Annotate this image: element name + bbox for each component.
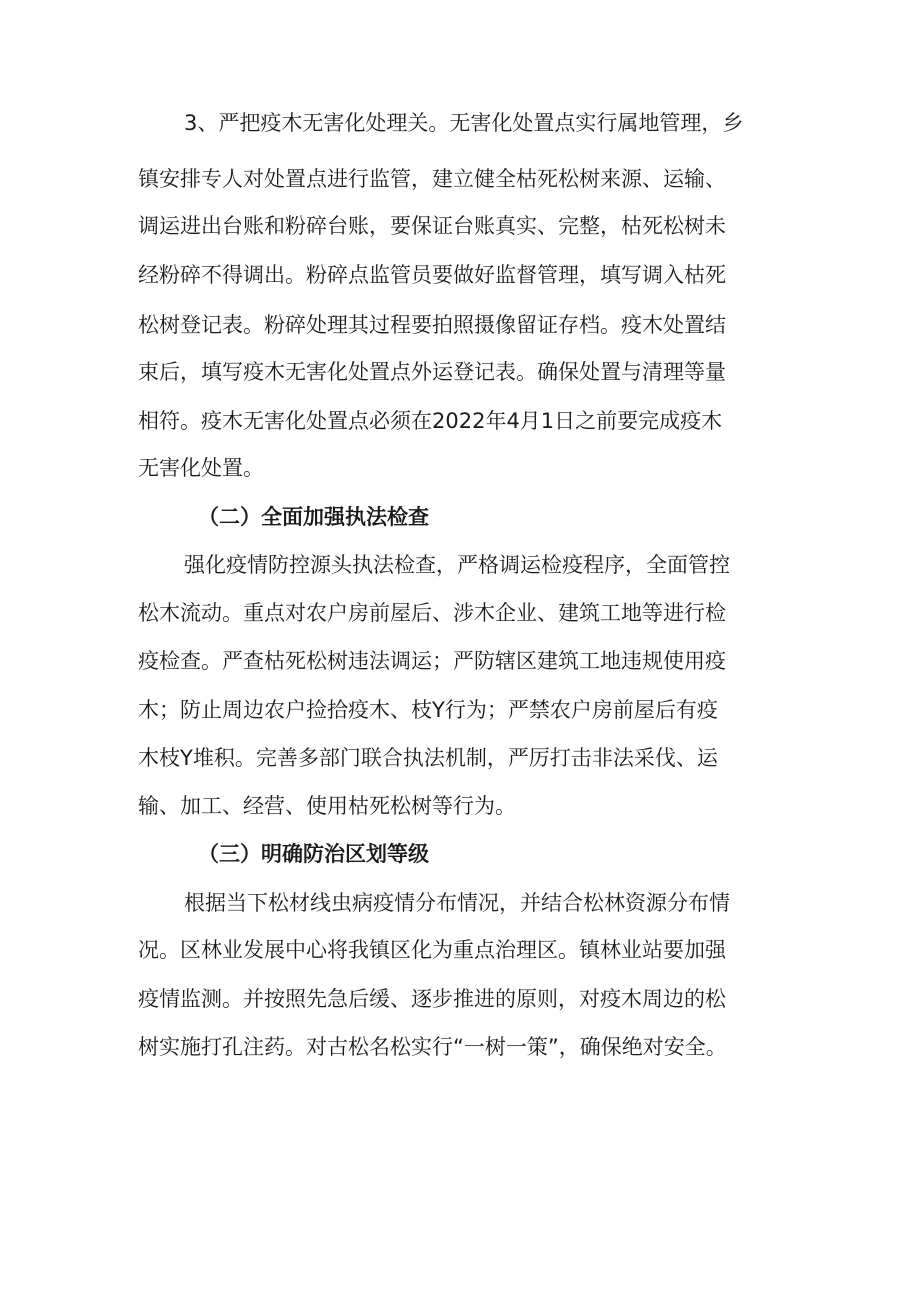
paragraph-line: 木；防止周边农户捡拾疫木、枝Y行为；严禁农户房前屋后有疫 bbox=[138, 698, 718, 722]
paragraph-line: 镇安排专人对处置点进行监管，建立健全枯死松树来源、运输、 bbox=[138, 167, 726, 191]
paragraph-line: 束后，填写疫木无害化处置点外运登记表。确保处置与清理等量 bbox=[138, 360, 726, 384]
paragraph-line: 疫情监测。并按照先急后缓、逐步推进的原则，对疫木周边的松 bbox=[138, 987, 726, 1011]
paragraph-line: 调运进出台账和粉碎台账，要保证台账真实、完整，枯死松树未 bbox=[138, 214, 726, 238]
section-heading-3: （三）明确防治区划等级 bbox=[198, 842, 429, 866]
paragraph-line: 相符。疫木无害化处置点必须在2022年4月1日之前要完成疫木 bbox=[138, 409, 723, 433]
paragraph-line: 树实施打孔注药。对古松名松实行“一树一策”，确保绝对安全。 bbox=[138, 1035, 727, 1059]
section-heading-2: （二）全面加强执法检查 bbox=[198, 505, 429, 529]
paragraph-line: 松树登记表。粉碎处理其过程要拍照摄像留证存档。疫木处置结 bbox=[138, 313, 726, 337]
paragraph-line: 强化疫情防控源头执法检查，严格调运检疫程序，全面管控 bbox=[184, 553, 730, 577]
paragraph-line: 无害化处置。 bbox=[138, 456, 264, 480]
paragraph-line: 木枝Y堆积。完善多部门联合执法机制，严厉打击非法采伐、运 bbox=[138, 746, 718, 770]
paragraph-line: 况。区林业发展中心将我镇区化为重点治理区。镇林业站要加强 bbox=[138, 938, 726, 962]
paragraph-line: 疫检查。严查枯死松树违法调运；严防辖区建筑工地违规使用疫 bbox=[138, 649, 726, 673]
paragraph-line: 3、严把疫木无害化处理关。无害化处置点实行属地管理，乡 bbox=[184, 111, 744, 135]
paragraph-line: 根据当下松材线虫病疫情分布情况，并结合松林资源分布情 bbox=[184, 891, 730, 915]
paragraph-line: 输、加工、经营、使用枯死松树等行为。 bbox=[138, 794, 516, 818]
paragraph-line: 松木流动。重点对农户房前屋后、涉木企业、建筑工地等进行检 bbox=[138, 601, 726, 625]
paragraph-line: 经粉碎不得调出。粉碎点监管员要做好监督管理，填写调入枯死 bbox=[138, 263, 726, 287]
